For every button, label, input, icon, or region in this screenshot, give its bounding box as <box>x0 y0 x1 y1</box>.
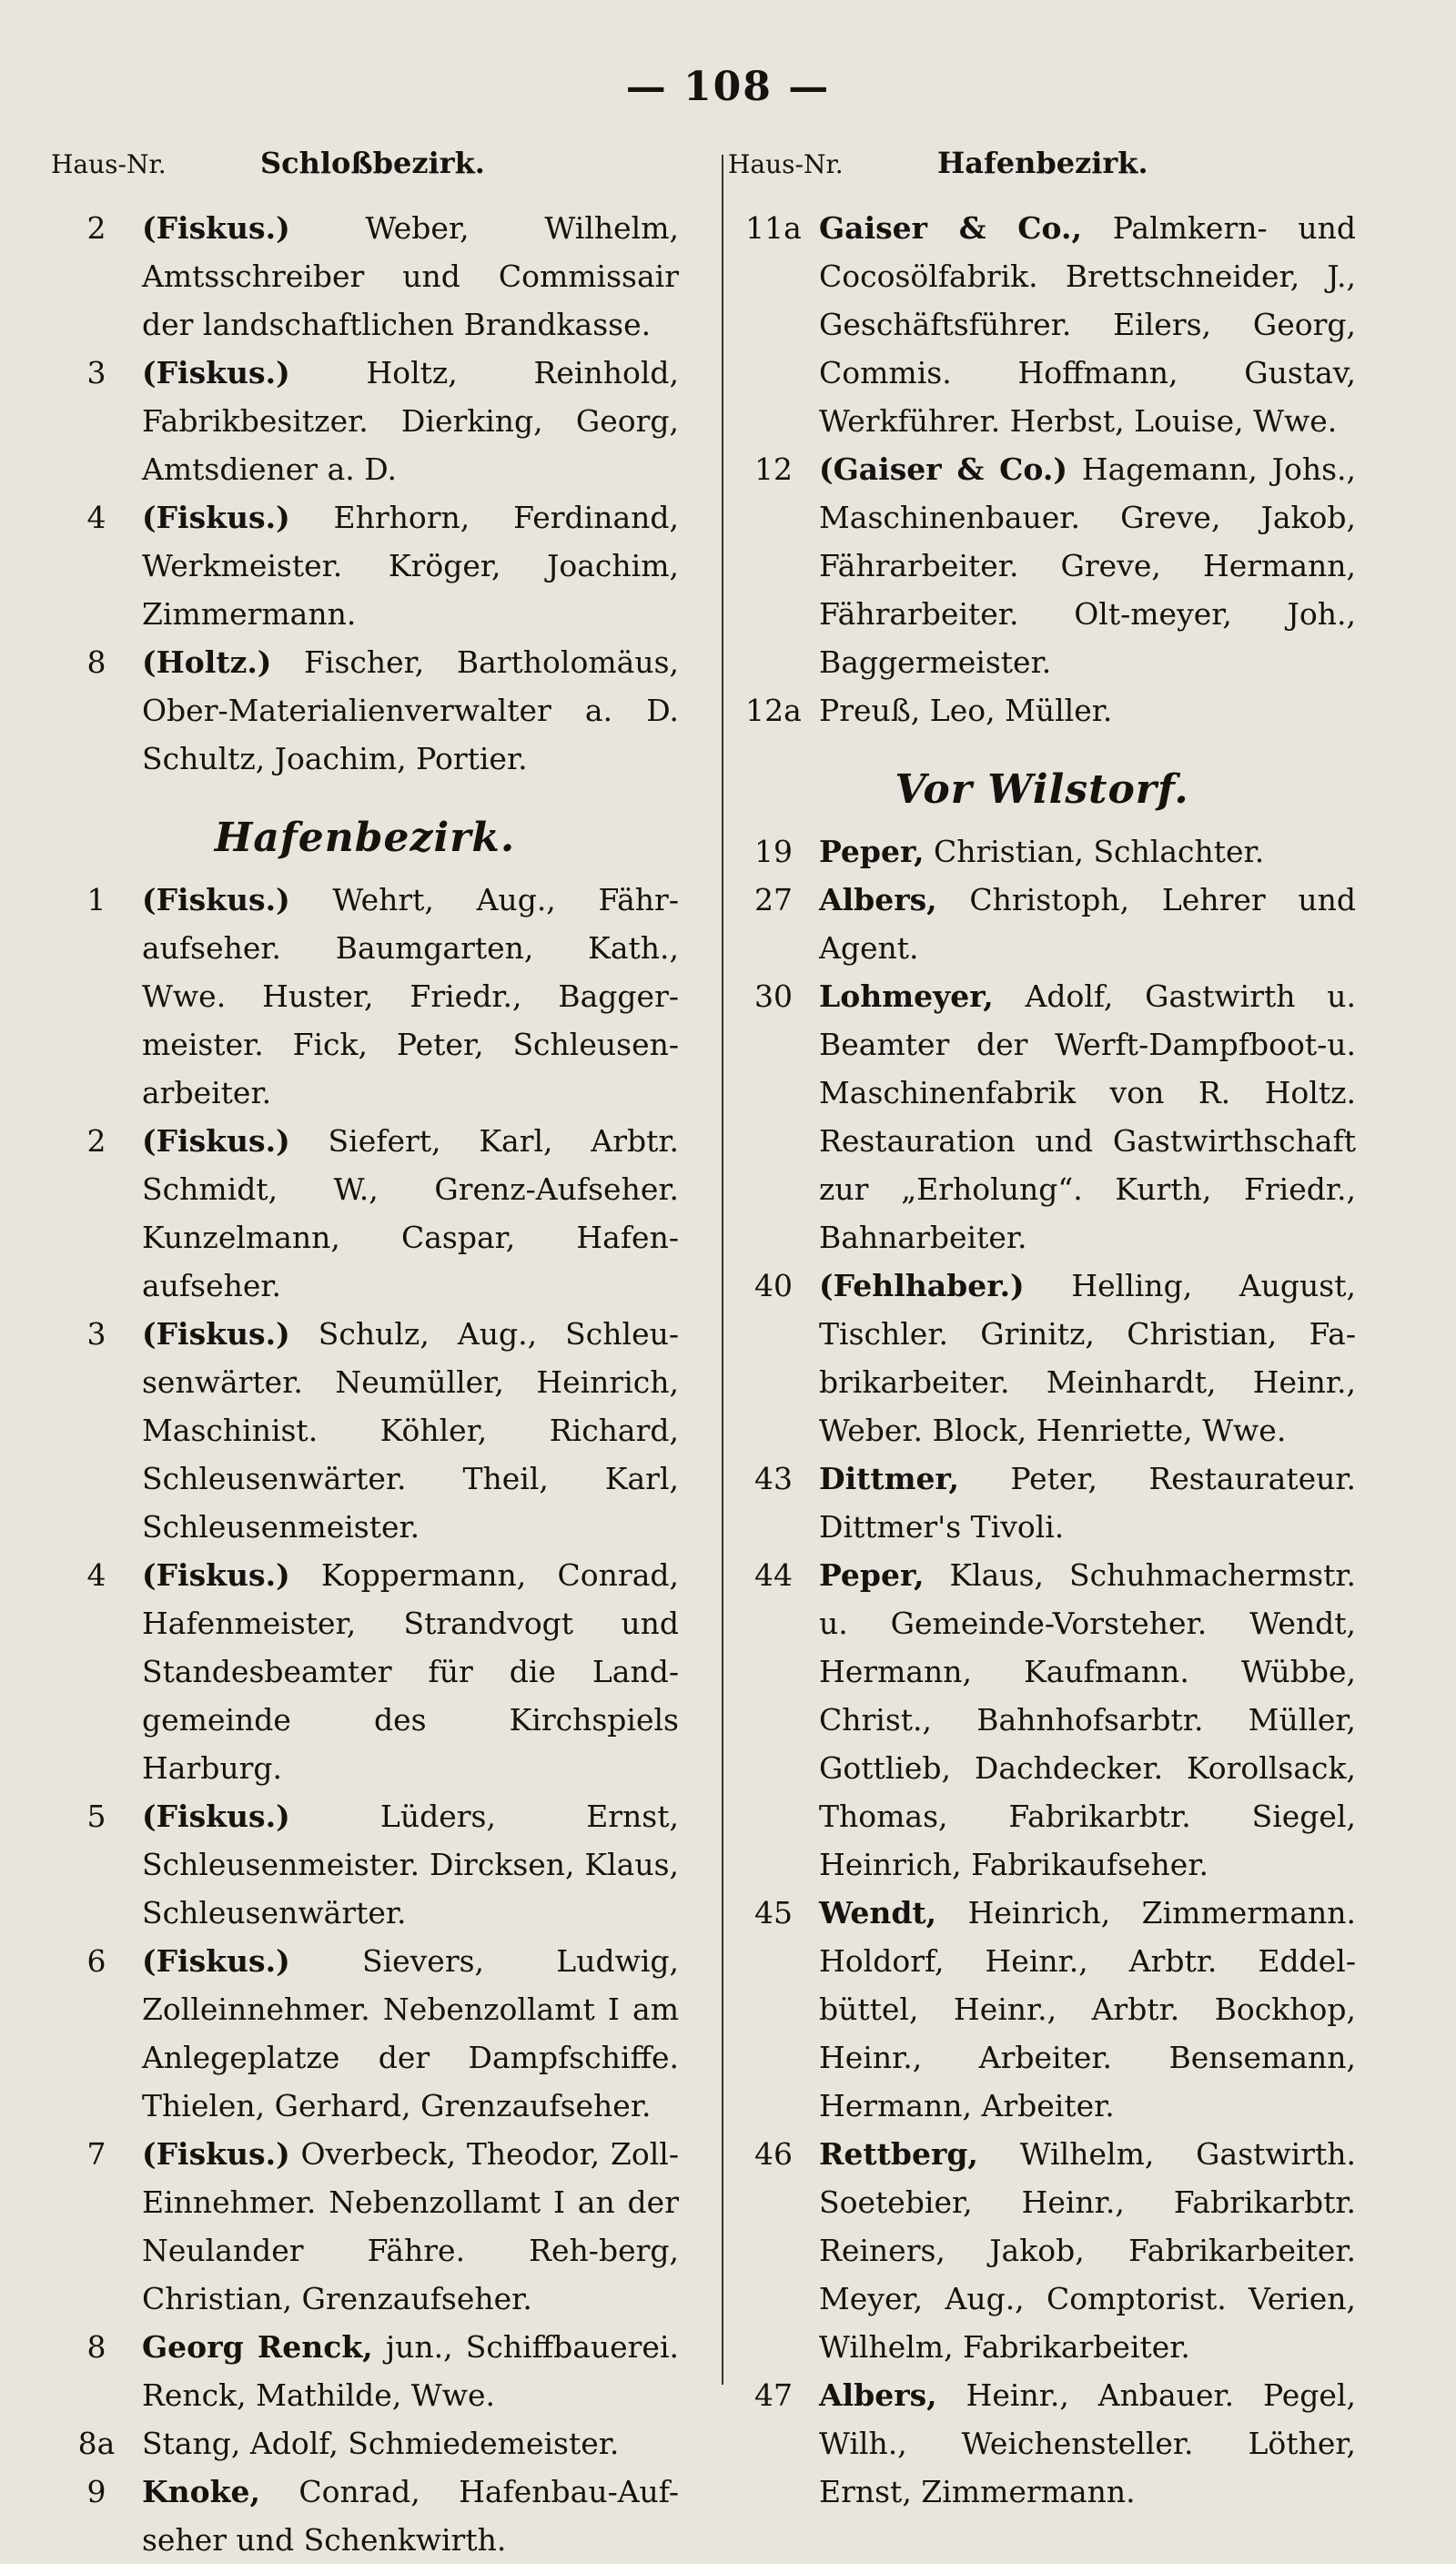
house-number: 44 <box>754 1557 793 1593</box>
directory-entry <box>728 876 1356 972</box>
directory-entry <box>51 1551 679 1792</box>
owner-name: Peper, <box>819 834 925 869</box>
owner-name: (Fiskus.) <box>142 210 290 246</box>
left-column-header <box>51 146 679 198</box>
entry-text <box>142 1937 679 2130</box>
residents-text: jun., Schiffbauerei. Renck, Mathilde, Wwe. <box>142 2329 680 2413</box>
directory-entry <box>51 876 679 1117</box>
entry-text <box>142 2468 679 2564</box>
directory-entry <box>728 1889 1356 2130</box>
residents-text: Klaus, Schuhmachermstr. u. Gemeinde-Vorsteher. Wendt, Hermann, Kaufmann. Wübbe, Christ., Bahnhofsarbtr. Müller, Gottlieb, Dachdecker. Korollsack, Thomas, Fabrikarbtr. Siegel, Heinrich, Fabrikaufseher. <box>819 1557 1356 1882</box>
house-number: 7 <box>86 2136 106 2172</box>
entry-text <box>142 2323 679 2419</box>
right-column <box>728 146 1356 2516</box>
residents-text: Ehrhorn, Ferdinand, Werkmeister. Kröger, Joachim, Zimmermann. <box>142 500 679 632</box>
entry-text <box>142 204 679 349</box>
owner-name: (Holtz.) <box>142 644 272 680</box>
owner-name: (Fiskus.) <box>142 1557 290 1593</box>
owner-name: (Fiskus.) <box>142 355 290 390</box>
entry-text <box>142 349 679 493</box>
residents-text: Christoph, Lehrer und Agent. <box>819 882 1356 966</box>
entry-text <box>819 2130 1356 2371</box>
directory-entry <box>728 972 1356 1262</box>
owner-name: (Fiskus.) <box>142 882 290 917</box>
house-number: 40 <box>754 1268 793 1303</box>
entry-text <box>819 445 1356 686</box>
entry-text <box>142 1310 679 1551</box>
entry-text <box>142 1792 679 1937</box>
house-number: 19 <box>754 834 793 869</box>
owner-name: Dittmer, <box>819 1461 960 1496</box>
directory-entry <box>728 1551 1356 1889</box>
owner-name: Albers, <box>819 882 937 917</box>
house-number: 3 <box>86 1316 106 1352</box>
owner-name: Albers, <box>819 2377 937 2413</box>
owner-name: Gaiser & Co., <box>819 210 1082 246</box>
directory-entry <box>51 2323 679 2419</box>
directory-entry <box>51 1792 679 1937</box>
directory-entry <box>728 445 1356 686</box>
entry-text <box>819 1889 1356 2130</box>
entry-text <box>819 2371 1356 2516</box>
directory-entry <box>728 1454 1356 1551</box>
directory-entry <box>728 827 1356 876</box>
house-number-label: Haus-Nr. <box>728 149 844 179</box>
house-number: 12 <box>754 451 793 487</box>
section-title: Hafenbezirk. <box>214 815 516 861</box>
entry-text <box>819 1551 1356 1889</box>
house-number: 43 <box>754 1461 793 1496</box>
house-number: 8a <box>77 2426 116 2461</box>
entry-text <box>142 876 679 1117</box>
owner-name: (Fiskus.) <box>142 500 290 535</box>
house-number: 45 <box>754 1895 793 1931</box>
entry-text <box>142 1117 679 1310</box>
residents-text: Weber, Wilhelm, Amtsschreiber und Commissair der landschaftlichen Brandkasse. <box>142 210 679 342</box>
entry-text <box>819 1454 1356 1551</box>
house-number: 5 <box>86 1799 106 1834</box>
owner-name: (Fiskus.) <box>142 1943 290 1979</box>
entry-text <box>819 204 1356 445</box>
directory-entry <box>51 204 679 349</box>
section-title: Vor Wilstorf. <box>895 766 1189 813</box>
district-heading: Schloßbezirk. <box>260 146 485 180</box>
residents-text: Helling, August, Tischler. Grinitz, Christian, Fa-brikarbeiter. Meinhardt, Heinr., Weber. Block, Henriette, Wwe. <box>819 1268 1356 1448</box>
owner-name: Rettberg, <box>819 2136 978 2172</box>
residents-text: Hagemann, Johs., Maschinenbauer. Greve, Jakob, Fährarbeiter. Greve, Hermann, Fährarbeiter. Olt-meyer, Joh., Baggermeister. <box>819 451 1356 680</box>
house-number: 47 <box>754 2377 793 2413</box>
residents-text: Heinr., Anbauer. Pegel, Wilh., Weichensteller. Löther, Ernst, Zimmermann. <box>819 2377 1356 2509</box>
house-number: 11a <box>745 210 802 246</box>
residents-text: Fischer, Bartholomäus, Ober-Materialienverwalter a. D. Schultz, Joachim, Portier. <box>142 644 679 776</box>
house-number: 8 <box>86 2329 106 2365</box>
residents-text: Christian, Schlachter. <box>924 834 1265 869</box>
house-number: 2 <box>86 210 106 246</box>
entry-text <box>819 972 1356 1262</box>
entry-text <box>142 1551 679 1792</box>
right-column-header <box>728 146 1356 198</box>
directory-entry <box>728 1262 1356 1454</box>
residents-text: Koppermann, Conrad, Hafenmeister, Strandvogt und Standesbeamter für die Land-gemeinde des Kirchspiels Harburg. <box>142 1557 679 1786</box>
directory-entry <box>51 1117 679 1310</box>
owner-name: (Gaiser & Co.) <box>819 451 1067 487</box>
house-number: 6 <box>86 1943 106 1979</box>
directory-entry <box>51 638 679 783</box>
owner-name: (Fiskus.) <box>142 2136 290 2172</box>
entry-text <box>142 2130 679 2323</box>
owner-name: Georg Renck, <box>142 2329 373 2365</box>
column-divider <box>722 155 723 2385</box>
house-number: 1 <box>86 882 106 917</box>
directory-entry <box>51 349 679 493</box>
owner-name: (Fehlhaber.) <box>819 1268 1025 1303</box>
residents-text: Schulz, Aug., Schleu-senwärter. Neumüller, Heinrich, Maschinist. Köhler, Richard, Schleusenwärter. Theil, Karl, Schleusenmeister. <box>142 1316 679 1545</box>
entry-text <box>819 827 1356 876</box>
house-number: 2 <box>86 1123 106 1159</box>
residents-text: Adolf, Gastwirth u. Beamter der Werft-Dampfboot-u. Maschinenfabrik von R. Holtz. Restauration und Gastwirthschaft zur „Erholung“. Kurth, Friedr., Bahnarbeiter. <box>819 978 1356 1255</box>
house-number: 4 <box>86 1557 106 1593</box>
entry-text <box>142 2419 679 2468</box>
entry-text <box>819 1262 1356 1454</box>
residents-text: Peter, Restaurateur. Dittmer's Tivoli. <box>819 1461 1356 1545</box>
entry-text <box>819 686 1356 735</box>
residents-text: Heinrich, Zimmermann. Holdorf, Heinr., Arbtr. Eddel-büttel, Heinr., Arbtr. Bockhop, Heinr., Arbeiter. Bensemann, Hermann, Arbeiter. <box>819 1895 1356 2123</box>
house-number: 46 <box>754 2136 793 2172</box>
residents-text: Lüders, Ernst, Schleusenmeister. Dircksen, Klaus, Schleusenwärter. <box>142 1799 679 1931</box>
directory-entry <box>728 204 1356 445</box>
owner-name: (Fiskus.) <box>142 1123 290 1159</box>
residents-text: Wilhelm, Gastwirth. Soetebier, Heinr., Fabrikarbtr. Reiners, Jakob, Fabrikarbeiter. Meyer, Aug., Comptorist. Verien, Wilhelm, Fabrikarbeiter. <box>819 2136 1356 2365</box>
residents-text: Siefert, Karl, Arbtr. Schmidt, W., Grenz-Aufseher. Kunzelmann, Caspar, Hafen-aufseher. <box>142 1123 679 1303</box>
house-number: 4 <box>86 500 106 535</box>
residents-text: Conrad, Hafenbau-Auf-seher und Schenkwirth. <box>142 2474 679 2558</box>
entry-text <box>819 876 1356 972</box>
residents-text: Preuß, Leo, Müller. <box>819 693 1113 728</box>
directory-entry <box>728 2371 1356 2516</box>
residents-text: Holtz, Reinhold, Fabrikbesitzer. Dierking, Georg, Amtsdiener a. D. <box>142 355 679 487</box>
house-number-label: Haus-Nr. <box>51 149 167 179</box>
house-number: 8 <box>86 644 106 680</box>
entry-text <box>142 493 679 638</box>
owner-name: Knoke, <box>142 2474 261 2509</box>
directory-entry <box>51 2468 679 2564</box>
residents-text: Palmkern- und Cocosölfabrik. Brettschneider, J., Geschäftsführer. Eilers, Georg, Commis. Hoffmann, Gustav, Werkführer. Herbst, Louise, Wwe. <box>819 210 1356 439</box>
owner-name: Wendt, <box>819 1895 937 1931</box>
house-number: 27 <box>754 882 793 917</box>
page-number: — 108 — <box>625 64 831 110</box>
owner-name: (Fiskus.) <box>142 1316 290 1352</box>
house-number: 12a <box>745 693 802 728</box>
entry-list <box>728 827 1356 2516</box>
district-heading: Hafenbezirk. <box>937 146 1148 180</box>
house-number: 30 <box>754 978 793 1014</box>
residents-text: Sievers, Ludwig, Zolleinnehmer. Nebenzollamt I am Anlegeplatze der Dampfschiffe. Thielen, Gerhard, Grenzaufseher. <box>142 1943 679 2123</box>
owner-name: Peper, <box>819 1557 925 1593</box>
entry-list <box>51 876 679 2564</box>
directory-entry <box>51 2130 679 2323</box>
directory-entry <box>51 1310 679 1551</box>
left-column <box>51 146 679 2564</box>
residents-text: Wehrt, Aug., Fähr-aufseher. Baumgarten, Kath., Wwe. Huster, Friedr., Bagger-meister. Fick, Peter, Schleusen-arbeiter. <box>142 882 679 1110</box>
entry-list <box>51 204 679 783</box>
owner-name: Lohmeyer, <box>819 978 994 1014</box>
directory-entry <box>51 1937 679 2130</box>
directory-entry <box>728 686 1356 735</box>
residents-text: Stang, Adolf, Schmiedemeister. <box>142 2426 620 2461</box>
house-number: 3 <box>86 355 106 390</box>
entry-text <box>142 638 679 783</box>
entry-list <box>728 204 1356 735</box>
house-number: 9 <box>86 2474 106 2509</box>
directory-entry <box>51 493 679 638</box>
residents-text: Overbeck, Theodor, Zoll-Einnehmer. Nebenzollamt I an der Neulander Fähre. Reh-berg, Christian, Grenzaufseher. <box>142 2136 679 2316</box>
directory-entry <box>51 2419 679 2468</box>
owner-name: (Fiskus.) <box>142 1799 290 1834</box>
directory-entry <box>728 2130 1356 2371</box>
